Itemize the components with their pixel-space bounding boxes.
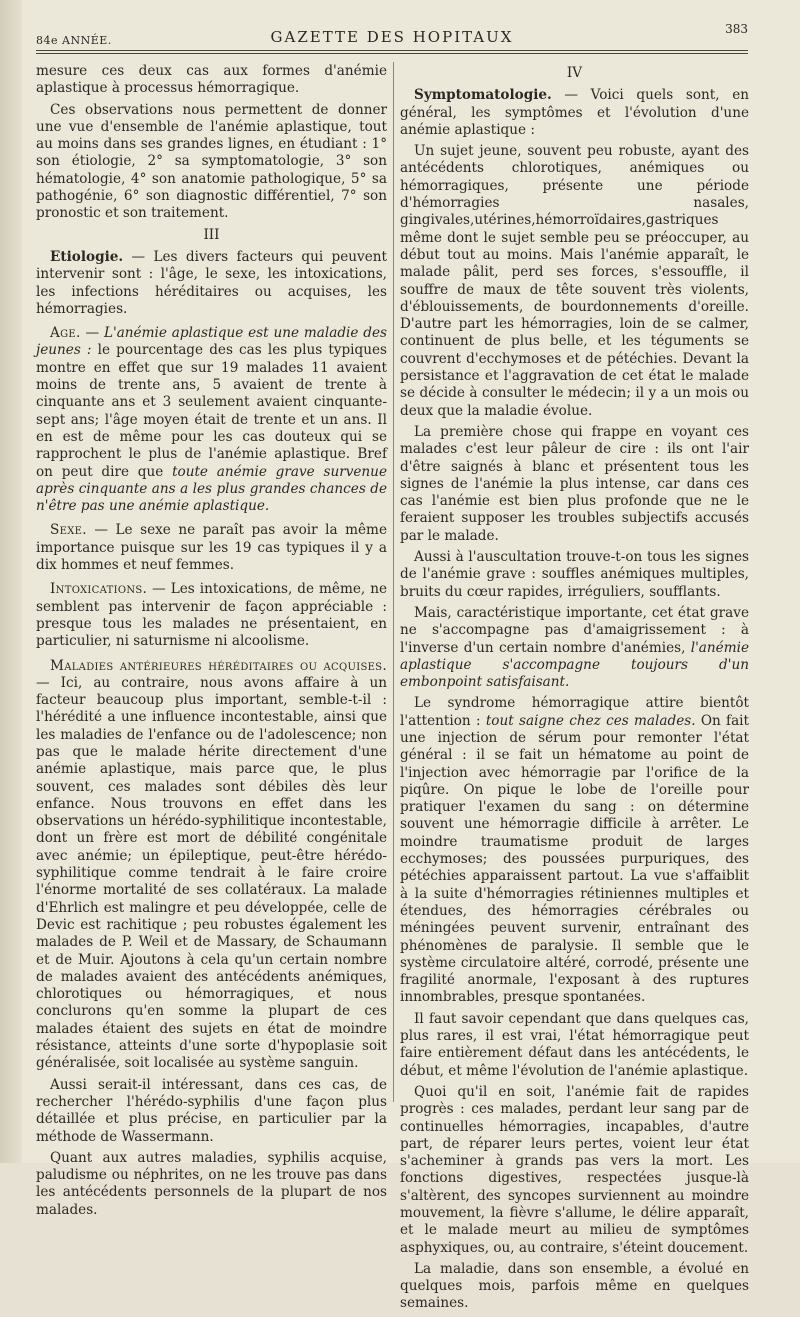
italic-text: toute anémie grave survenue après cinquante ans a les plus grandes chances de n'être pas une anémie aplastique. bbox=[36, 463, 387, 515]
italic-text: tout saigne chez ces malades. bbox=[485, 712, 696, 729]
subsection-heading: Intoxications. bbox=[50, 581, 148, 598]
paragraph: La première chose qui frappe en voyant ces malades c'est leur pâleur de cire : ils ont l'air d'être saignés à blanc et présentent tous les signes de l'anémie la plus intense, car dans ces cas l'anémie est bien plus profonde que ne le feraient supposer les troubles subjectifs accusés par le malade. bbox=[400, 423, 749, 544]
paragraph-age bbox=[36, 325, 387, 515]
subsection-heading: Maladies antérieures héréditaires ou acquises. bbox=[50, 657, 387, 674]
paragraph-text: — Les intoxications, de même, ne semblent pas intervenir de façon appréciable : presque tous les malades ne présentaient, en particulier, ni saturnisme ni alcoolisme. bbox=[36, 581, 387, 650]
paragraph: Quoi qu'il en soit, l'anémie fait de rapides progrès : ces malades, perdant leur sang par de continuelles hémorragies, incapables, d'autre part, de réparer leurs pertes, voient leur état s'acheminer à grands pas vers la mort. Les fonctions digestives, respectées jusque-là s'altèrent, des syncopes surviennent au moindre mouvement, la fièvre s'allume, le délire apparaît, et le malade meurt au milieu de symptômes asphyxiques, ou, au contraire, s'éteint doucement. bbox=[400, 1083, 749, 1256]
right-column bbox=[400, 63, 749, 1317]
paragraph-text: le pourcentage des cas les plus typiques montre en effet que sur 19 malades 11 avaient moins de trente ans, 5 avaient de trente à cinquante ans et 3 seulement avaient cinquante-sept ans; l'âge moyen était de trente et un ans. Il en est de même pour les cas douteux qui se rapprochent le plus de l'anémie aplastique. Bref on peut dire que bbox=[36, 342, 387, 480]
paragraph-text: — bbox=[80, 325, 104, 342]
section-number: IV bbox=[566, 65, 583, 81]
paragraph: mesure ces deux cas aux formes d'anémie aplastique à processus hémorragique. bbox=[36, 63, 387, 97]
paragraph-etiologie bbox=[36, 249, 387, 318]
running-header bbox=[36, 22, 748, 48]
section-number: III bbox=[203, 226, 220, 243]
subsection-heading: Sexe. bbox=[50, 522, 87, 539]
paragraph-text: On fait une injection de sérum pour remonter l'état général : il se fait un hématome au point de l'injection avec hémorragie par l'orifice de la piqûre. On pique le lobe de l'oreille pour pratiquer l'examen du sang : on détermine souvent une hémorragie difficile à arrêter. Le moindre traumatisme produit de larges ecchymoses; des poussées purpuriques, des pétéchies apparaissent partout. La vue s'affaiblit à la suite d'hémorragies rétiniennes multiples et étendues, des hémorragies cérébrales ou méningées peuvent survenir, entraînant des phénomènes de paralysie. Il semble que le système circulatoire altéré, corrodé, présente une fragilité anormale, l'exposant à des ruptures innombrables, presque spontanées. bbox=[400, 712, 749, 1006]
paragraph bbox=[400, 605, 749, 691]
header-rule bbox=[36, 50, 748, 51]
paragraph-intoxications bbox=[36, 581, 387, 650]
subsection-heading: Age. bbox=[50, 325, 81, 342]
paragraph bbox=[400, 695, 749, 1006]
paragraph-text: — Ici, au contraire, nous avons affaire à un facteur beaucoup plus important, semble-t-il : l'hérédité a une influence incontestable, ainsi que les maladies de l'enfance ou de l'adolescence; non pas que le malade hérite directement d'une anémie aplastique, mais parce que, le plus souvent, ces malades sont débiles dès leur enfance. Nous trouvons en effet dans les observations un hérédo-syphilitique incontestable, dont un frère est mort de débilité congénitale avec anémie; un épileptique, peut-être hérédo-syphilitique comme tendrait à le faire croire l'énorme mortalité de ses collatéraux. La malade d'Ehrlich est malingre et peu développée, celle de Devic est rachitique ; peu robustes également les malades de P. Weil et de Massary, de Schaumann et de Muir. Ajoutons à cela qu'un certain nombre de malades avaient des antécédents anémiques, chlorotiques ou hémorragiques, et nous conclurons qu'en somme la plupart de ces malades étaient des sujets en état de moindre résistance, atteints d'une sorte d'hypoplasie soit généralisée, soit localisée au système sanguin. bbox=[36, 674, 387, 1072]
paragraph: Aussi à l'auscultation trouve-t-on tous les signes de l'anémie grave : souffles anémiques multiples, bruits du cœur rapides, irréguliers, soufflants. bbox=[400, 549, 749, 600]
header-year: 84e ANNÉE. bbox=[36, 34, 112, 47]
paragraph: La maladie, dans son ensemble, a évolué en quelques mois, parfois même en quelques semaines. bbox=[400, 1260, 749, 1312]
italic-text: L'anémie aplastique est une maladie des jeunes : bbox=[36, 325, 387, 359]
page-number: 383 bbox=[725, 22, 748, 36]
italic-text: l'anémie aplastique s'accompagne toujours d'un embonpoint satisfaisant. bbox=[400, 639, 749, 691]
paragraph-text: Le syndrome hémorragique attire bientôt l'attention : bbox=[400, 695, 749, 729]
paragraph-text: — Les divers facteurs qui peuvent intervenir sont : l'âge, le sexe, les intoxications, les infections héréditaires ou acquises, les hémorragies. bbox=[36, 248, 387, 317]
column-divider bbox=[393, 62, 394, 1102]
paragraph-text: Mais, caractéristique importante, cet état grave ne s'accompagne pas d'amaigrissement : à l'inverse d'un certain nombre d'anémies, bbox=[400, 604, 749, 656]
header-title: GAZETTE DES HOPITAUX bbox=[270, 28, 514, 46]
paragraph-symptomatologie bbox=[400, 87, 749, 139]
header-rule-double bbox=[36, 53, 748, 54]
paragraph-text: — Le sexe ne paraît pas avoir la même importance puisque sur les 19 cas typiques il y a dix hommes et neuf femmes. bbox=[36, 522, 387, 574]
paragraph: Aussi serait-il intéressant, dans ces cas, de rechercher l'hérédo-syphilis d'une façon plus détaillée et plus précise, en particulier par la méthode de Wassermann. bbox=[36, 1076, 387, 1145]
paragraph-text: — Voici quels sont, en général, les symptômes et l'évolution d'une anémie aplastique : bbox=[400, 87, 749, 138]
paragraph-sexe bbox=[36, 522, 387, 574]
left-column bbox=[36, 63, 387, 1223]
paragraph: Quant aux autres maladies, syphilis acquise, paludisme ou néphrites, on ne les trouve pas dans les antécédents personnels de la plupart de nos malades. bbox=[36, 1149, 387, 1218]
paragraph: Un sujet jeune, souvent peu robuste, ayant des antécédents chlorotiques, anémiques ou hémorragiques, présente une période d'hémorragies nasales, gingivales,utérines,hémorroïdaires,gastriques même dont le sujet semble peu se préoccuper, au début tout au moins. Mais l'anémie apparaît, le malade pâlit, perd ses forces, s'essouffle, il souffre de maux de tête souvent très violents, d'éblouissements, de bourdonnements d'oreille. D'autre part les hémorragies, loin de se calmer, continuent de plus belle, et les téguments se couvrent d'ecchymoses et de pétéchies. Devant la persistance et l'aggravation de cet état le malade se décide à consulter le médecin; il y a un mois ou deux que la maladie évolue. bbox=[400, 143, 749, 419]
section-heading: Etiologie. bbox=[50, 248, 124, 265]
section-heading: Symptomatologie. bbox=[414, 87, 552, 104]
paragraph-maladies bbox=[36, 658, 387, 1073]
page-binding-edge bbox=[0, 0, 22, 1163]
paragraph: Il faut savoir cependant que dans quelques cas, plus rares, il est vrai, l'état hémorragique peut faire entièrement défaut dans les antécédents, le début, et même l'évolution de l'anémie aplastique. bbox=[400, 1010, 749, 1079]
paragraph: Ces observations nous permettent de donner une vue d'ensemble de l'anémie aplastique, tout au moins dans ses grandes lignes, en étudiant : 1° son étiologie, 2° sa symptomatologie, 3° son hématologie, 4° son anatomie pathologique, 5° sa pathogénie, 6° son diagnostic différentiel, 7° son pronostic et son traitement. bbox=[36, 101, 387, 222]
